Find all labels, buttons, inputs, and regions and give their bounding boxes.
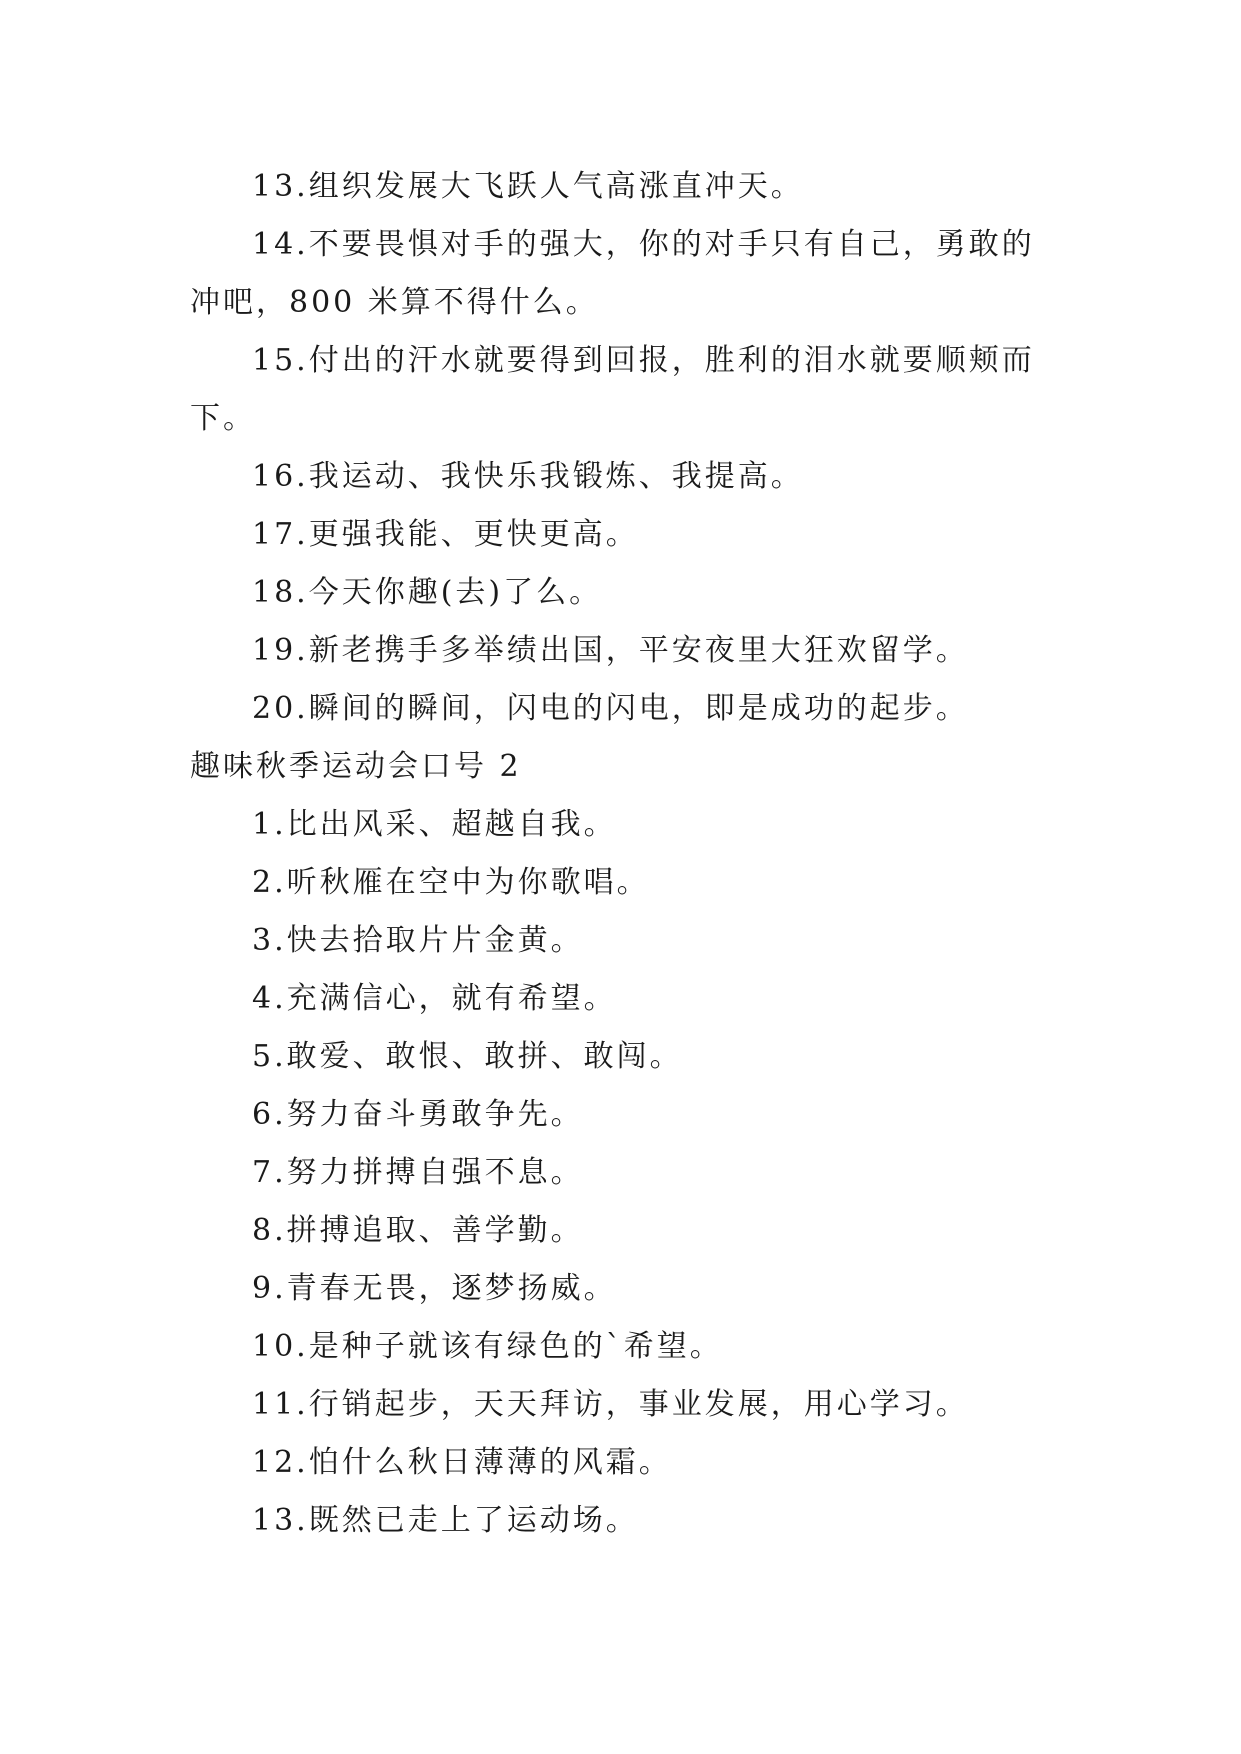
- slogan-2-2: 2.听秋雁在空中为你歌唱。: [252, 865, 650, 900]
- slogan-2-9: 9.青春无畏，逐梦扬威。: [252, 1271, 617, 1306]
- slogan-19: 19.新老携手多举绩出国，平安夜里大狂欢留学。: [252, 633, 969, 668]
- slogan-14-continued: 冲吧，800 米算不得什么。: [190, 285, 599, 320]
- slogan-2-13: 13.既然已走上了运动场。: [252, 1503, 639, 1538]
- slogan-15: 15.付出的汗水就要得到回报，胜利的泪水就要顺颊而: [252, 343, 1035, 378]
- slogan-2-7: 7.努力拼搏自强不息。: [252, 1155, 584, 1190]
- slogan-13: 13.组织发展大飞跃人气高涨直冲天。: [252, 169, 804, 204]
- slogan-2-5: 5.敢爱、敢恨、敢拼、敢闯。: [252, 1039, 683, 1074]
- slogan-18: 18.今天你趣(去)了么。: [252, 575, 603, 610]
- slogan-2-12: 12.怕什么秋日薄薄的风霜。: [252, 1445, 672, 1480]
- slogan-2-8: 8.拼搏追取、善学勤。: [252, 1213, 584, 1248]
- slogan-2-4: 4.充满信心，就有希望。: [252, 981, 617, 1016]
- slogan-2-11: 11.行销起步，天天拜访，事业发展，用心学习。: [252, 1387, 969, 1422]
- slogan-2-3: 3.快去拾取片片金黄。: [252, 923, 584, 958]
- slogan-15-continued: 下。: [190, 401, 256, 436]
- slogan-16: 16.我运动、我快乐我锻炼、我提高。: [252, 459, 804, 494]
- slogan-2-1: 1.比出风采、超越自我。: [252, 807, 617, 842]
- slogan-17: 17.更强我能、更快更高。: [252, 517, 639, 552]
- slogan-2-10: 10.是种子就该有绿色的`希望。: [252, 1329, 723, 1364]
- section-heading: 趣味秋季运动会口号 2: [190, 749, 522, 784]
- slogan-2-6: 6.努力奋斗勇敢争先。: [252, 1097, 584, 1132]
- slogan-20: 20.瞬间的瞬间，闪电的闪电，即是成功的起步。: [252, 691, 969, 726]
- slogan-14: 14.不要畏惧对手的强大，你的对手只有自己，勇敢的: [252, 227, 1035, 262]
